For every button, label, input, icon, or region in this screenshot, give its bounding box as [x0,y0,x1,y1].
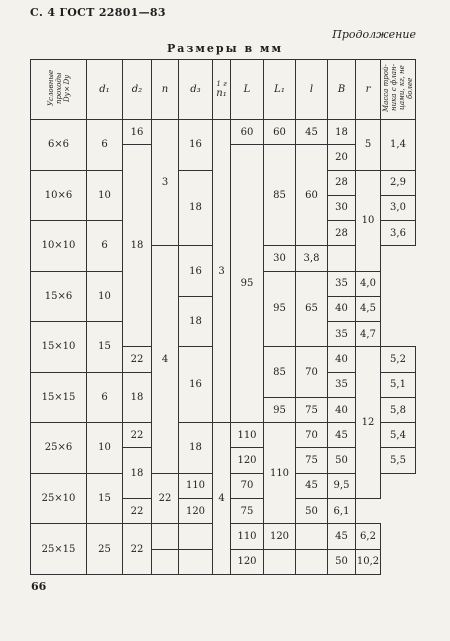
passage-cell: 6×6 [31,120,87,171]
table-header-row [31,60,416,120]
B-cell: 50 [328,549,356,574]
n-cell [152,549,179,574]
mass-cell: 5,1 [381,372,416,397]
B-cell: 40 [328,296,356,321]
d2-cell: 18 [123,448,152,499]
page-number: 66 [31,580,47,593]
d3-cell: 18 [179,170,213,246]
B-cell: 50 [328,448,356,473]
d3-cell: 18 [179,296,213,347]
B-cell: 45 [328,423,356,448]
L-cell: 120 [231,549,264,574]
header-n: n [152,60,179,120]
B-cell: 40 [328,347,356,372]
l-cell: 60 [296,145,328,246]
passage-cell: 15×15 [31,372,87,423]
table-title: Размеры в мм [166,42,284,55]
mass-cell: 5,4 [381,423,416,448]
B-cell: 28 [328,221,356,246]
L-cell: 110 [231,524,264,549]
d2-cell: 18 [123,372,152,423]
l-cell: 75 [231,498,264,523]
l-cell: 70 [231,473,264,498]
mass-cell: 5,2 [381,347,416,372]
L-cell: 95 [231,145,264,423]
d1-cell: 6 [87,120,123,171]
d3-cell [179,549,213,574]
d3-cell: 18 [179,423,213,474]
n-cell: 4 [152,246,179,473]
L1-cell: 60 [264,120,296,145]
header-r: r [356,60,381,120]
d2-cell: 18 [123,145,152,347]
l-cell: 65 [296,271,328,347]
L1-cell: 85 [264,347,296,398]
passage-cell: 15×10 [31,322,87,373]
d2-cell: 22 [123,347,152,372]
L1-cell: 120 [264,524,296,549]
header-L: L [231,60,264,120]
B-cell: 50 [296,498,328,523]
mass-cell: 2,9 [381,170,416,195]
d1-cell: 10 [87,170,123,221]
d3-cell: 16 [179,246,213,297]
l-cell: 70 [296,423,328,448]
r-cell: 10 [356,170,381,271]
B-cell: 30 [328,195,356,220]
mass-cell: 4,7 [356,322,381,347]
mass-cell: 4,5 [356,296,381,321]
n-cell [152,524,179,549]
mass-cell: 3,8 [296,246,328,271]
header-nominal-passages: Условные проходы Dy×Dy [31,60,87,120]
d2-cell: 22 [123,498,152,523]
d3-cell: 22 [152,473,179,524]
header-d2: d₂ [123,60,152,120]
B-cell: 35 [328,322,356,347]
d3-cell [179,524,213,549]
n1-cell: 3 [213,120,231,423]
B-cell: 20 [328,145,356,170]
n1-cell: 4 [213,423,231,575]
B-cell: 40 [328,397,356,422]
mass-cell: 3,6 [381,221,416,246]
header-d1: d₁ [87,60,123,120]
l-cell: 45 [296,120,328,145]
d1-cell: 15 [87,473,123,524]
B-cell: 35 [328,271,356,296]
mass-cell: 6,1 [328,498,356,523]
B-cell: 18 [328,120,356,145]
L1-cell [264,549,296,574]
d1-cell: 6 [87,372,123,423]
passage-cell: 25×6 [31,423,87,474]
L-cell: 110 [179,473,213,498]
d3-cell: 16 [179,347,213,423]
passage-cell: 25×15 [31,524,87,575]
mass-cell: 5,5 [381,448,416,473]
d1-cell: 15 [87,322,123,373]
header-d3: d₃ [179,60,213,120]
mass-cell: 6,2 [356,524,381,549]
header-n1: 1 г n₁ [213,60,231,120]
l-cell: 70 [296,347,328,398]
header-L1: L₁ [264,60,296,120]
L1-cell: 95 [264,397,296,422]
L-cell: 120 [231,448,264,473]
B-cell: 45 [296,473,328,498]
B-cell: 28 [328,170,356,195]
d3-cell: 16 [179,120,213,171]
d1-cell: 6 [87,221,123,272]
page-header: С. 4 ГОСТ 22801—83 [30,6,166,19]
d1-cell: 10 [87,271,123,322]
passage-cell: 10×6 [31,170,87,221]
header-l: l [296,60,328,120]
r-cell: 5 [356,120,381,171]
l-cell [296,524,328,549]
r-cell: 12 [356,347,381,499]
d2-cell: 22 [123,423,152,448]
L-cell: 110 [231,423,264,448]
passage-cell: 10×10 [31,221,87,272]
l-cell: 75 [296,397,328,422]
B-cell: 45 [328,524,356,549]
mass-cell: 5,8 [381,397,416,422]
d1-cell: 25 [87,524,123,575]
L1-cell: 85 [264,145,296,246]
header-mass: Масса трой-ника с флан-цами, кг, не более [381,60,416,120]
d2-cell: 16 [123,120,152,145]
L-cell: 120 [179,498,213,523]
l-cell: 75 [296,448,328,473]
dimensions-table [30,59,416,575]
d1-cell: 10 [87,423,123,474]
n-cell: 3 [152,120,179,246]
header-B: B [328,60,356,120]
passage-cell: 15×6 [31,271,87,322]
l-cell [296,549,328,574]
B-cell: 30 [264,246,296,271]
mass-cell: 10,2 [356,549,381,574]
L-cell: 60 [231,120,264,145]
L1-cell: 95 [264,271,296,347]
passage-cell: 25×10 [31,473,87,524]
mass-cell: 3,0 [381,195,416,220]
d2-cell: 22 [123,524,152,575]
mass-cell: 9,5 [328,473,356,498]
mass-cell: 4,0 [356,271,381,296]
L1-cell: 110 [264,423,296,524]
B-cell: 35 [328,372,356,397]
continuation-label: Продолжение [332,28,416,41]
mass-cell: 1,4 [381,120,416,171]
